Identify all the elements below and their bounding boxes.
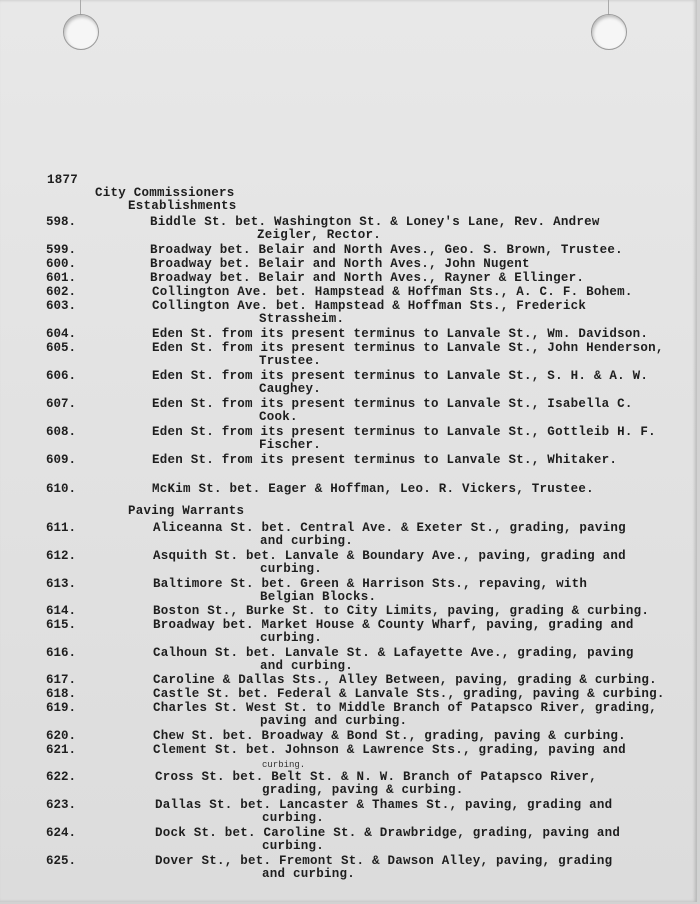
- entry-text: [153, 578, 587, 604]
- entry-number: 615.: [46, 618, 77, 632]
- entry-line-1: Collington Ave. bet. Hampstead & Hoffman Sts., Frederick: [152, 299, 587, 313]
- entry-line-1: Charles St. West St. to Middle Branch of Patapsco River, grading,: [153, 701, 657, 715]
- entry-number: 608.: [46, 425, 77, 439]
- entry-number: 622.: [46, 770, 77, 784]
- entry-text: [152, 300, 586, 326]
- entry-line-1: Boston St., Burke St. to City Limits, paving, grading & curbing.: [153, 604, 650, 618]
- entry-number: 616.: [46, 646, 77, 660]
- entry-line-1: Broadway bet. Belair and North Aves., John Nugent: [150, 257, 530, 271]
- entry-line-2: Caughey.: [259, 382, 322, 396]
- entry-line-1: Castle St. bet. Federal & Lanvale Sts., grading, paving & curbing.: [153, 687, 665, 701]
- entry-text: [152, 454, 617, 467]
- entry-text: [155, 827, 620, 853]
- entry-text: [152, 398, 633, 424]
- entry-text: [153, 674, 657, 687]
- entry-number: 614.: [46, 604, 77, 618]
- entry-number: 602.: [46, 285, 77, 299]
- entry-line-2: curbing.: [260, 631, 323, 645]
- subsection-establishments: Establishments: [128, 199, 237, 213]
- entry-number: 604.: [46, 327, 77, 341]
- entry-text: [150, 244, 623, 257]
- entry-line-1: Dover St., bet. Fremont St. & Dawson Alley, paving, grading: [155, 854, 613, 868]
- entry-line-2: curbing.: [260, 562, 323, 576]
- entry-line-2: Strassheim.: [259, 312, 345, 326]
- subsection-paving-warrants: Paving Warrants: [128, 504, 245, 518]
- entry-text: [153, 619, 634, 645]
- entry-line-1: Eden St. from its present terminus to Lanvale St., Whitaker.: [152, 453, 618, 467]
- entry-line-2: Cook.: [259, 410, 298, 424]
- entry-line-2: curbing.: [262, 839, 325, 853]
- punch-hole-left: [63, 14, 99, 50]
- entry-text: [153, 688, 665, 701]
- entry-number: 598.: [46, 215, 77, 229]
- entry-number: 624.: [46, 826, 77, 840]
- entry-text: [153, 730, 626, 743]
- entry-line-1: Aliceanna St. bet. Central Ave. & Exeter St., grading, paving: [153, 521, 626, 535]
- entry-line-1: Eden St. from its present terminus to Lanvale St., Gottleib H. F.: [152, 425, 656, 439]
- entry-text: [150, 272, 584, 285]
- entry-number: 613.: [46, 577, 77, 591]
- entry-number: 599.: [46, 243, 77, 257]
- entry-text: [153, 702, 657, 728]
- entry-number: 625.: [46, 854, 77, 868]
- entry-number: 601.: [46, 271, 77, 285]
- entry-text: [155, 799, 612, 825]
- entry-line-1: Eden St. from its present terminus to Lanvale St., Wm. Davidson.: [152, 327, 649, 341]
- entry-line-2: curbing.: [262, 811, 325, 825]
- entry-text: [150, 216, 600, 242]
- entry-number: 603.: [46, 299, 77, 313]
- entry-number: 618.: [46, 687, 77, 701]
- entry-number: 619.: [46, 701, 77, 715]
- entry-line-2: and curbing.: [260, 659, 354, 673]
- section-heading: City Commissioners: [95, 186, 235, 200]
- entry-line-1: Eden St. from its present terminus to Lanvale St., Isabella C.: [152, 397, 633, 411]
- entry-text: [153, 744, 626, 757]
- entry-number: 610.: [46, 482, 77, 496]
- entry-number: 617.: [46, 673, 77, 687]
- entry-number: 623.: [46, 798, 77, 812]
- entry-text: [152, 370, 648, 396]
- entry-text: [153, 522, 626, 548]
- entry-line-1: Collington Ave. bet. Hampstead & Hoffman Sts., A. C. F. Bohem.: [152, 285, 633, 299]
- entry-line-2: paving and curbing.: [260, 714, 408, 728]
- entry-text: [150, 258, 530, 271]
- entry-number: 612.: [46, 549, 77, 563]
- entry-text: [152, 286, 633, 299]
- entry-line-1: McKim St. bet. Eager & Hoffman, Leo. R. Vickers, Trustee.: [152, 482, 594, 496]
- entry-line-1: Broadway bet. Belair and North Aves., Geo. S. Brown, Trustee.: [150, 243, 623, 257]
- entry-text: [152, 328, 648, 341]
- entry-text: [152, 342, 664, 368]
- entry-line-2: and curbing.: [260, 534, 354, 548]
- entry-line-1: Cross St. bet. Belt St. & N. W. Branch of Patapsco River,: [155, 770, 597, 784]
- entry-number: 600.: [46, 257, 77, 271]
- entry-number: 606.: [46, 369, 77, 383]
- entry-number: 607.: [46, 397, 77, 411]
- year-heading: 1877: [47, 173, 79, 187]
- entry-line-1: Calhoun St. bet. Lanvale St. & Lafayette Ave., grading, paving: [153, 646, 634, 660]
- entry-line-1: Broadway bet. Market House & County Wharf, paving, grading and: [153, 618, 634, 632]
- entry-line-1: Clement St. bet. Johnson & Lawrence Sts., grading, paving and: [153, 743, 626, 757]
- entry-text: [153, 605, 649, 618]
- entry-line-1: Asquith St. bet. Lanvale & Boundary Ave., paving, grading and: [153, 549, 626, 563]
- entry-line-1: Baltimore St. bet. Green & Harrison Sts., repaving, with: [153, 577, 588, 591]
- entry-text: [152, 483, 594, 496]
- entry-number: 620.: [46, 729, 77, 743]
- entry-text: [152, 426, 656, 452]
- entry-line-2: Trustee.: [259, 354, 322, 368]
- entry-number: 605.: [46, 341, 77, 355]
- entry-line-1: Chew St. bet. Broadway & Bond St., grading, paving & curbing.: [153, 729, 626, 743]
- entry-line-2: Fischer.: [259, 438, 322, 452]
- entry-text: [153, 550, 626, 576]
- entry-line-1: Broadway bet. Belair and North Aves., Rayner & Ellinger.: [150, 271, 585, 285]
- entry-line-1: Dallas St. bet. Lancaster & Thames St., paving, grading and: [155, 798, 613, 812]
- entry-number: 609.: [46, 453, 77, 467]
- overstrike-note: curbing.: [262, 760, 306, 770]
- entry-text: [155, 855, 612, 881]
- punch-hole-right: [591, 14, 627, 50]
- entry-number: 621.: [46, 743, 77, 757]
- entry-line-1: Dock St. bet. Caroline St. & Drawbridge, grading, paving and: [155, 826, 621, 840]
- entry-line-1: Caroline & Dallas Sts., Alley Between, paving, grading & curbing.: [153, 673, 657, 687]
- entry-text: [153, 647, 634, 673]
- entry-line-2: grading, paving & curbing.: [262, 783, 464, 797]
- entry-number: 611.: [46, 521, 77, 535]
- entry-line-2: Belgian Blocks.: [260, 590, 377, 604]
- entry-line-1: Eden St. from its present terminus to Lanvale St., S. H. & A. W.: [152, 369, 649, 383]
- entry-line-1: Eden St. from its present terminus to Lanvale St., John Henderson,: [152, 341, 664, 355]
- entry-text: [155, 771, 597, 797]
- entry-line-1: Biddle St. bet. Washington St. & Loney's Lane, Rev. Andrew: [150, 215, 600, 229]
- entry-line-2: Zeigler, Rector.: [257, 228, 382, 242]
- entry-line-2: and curbing.: [262, 867, 356, 881]
